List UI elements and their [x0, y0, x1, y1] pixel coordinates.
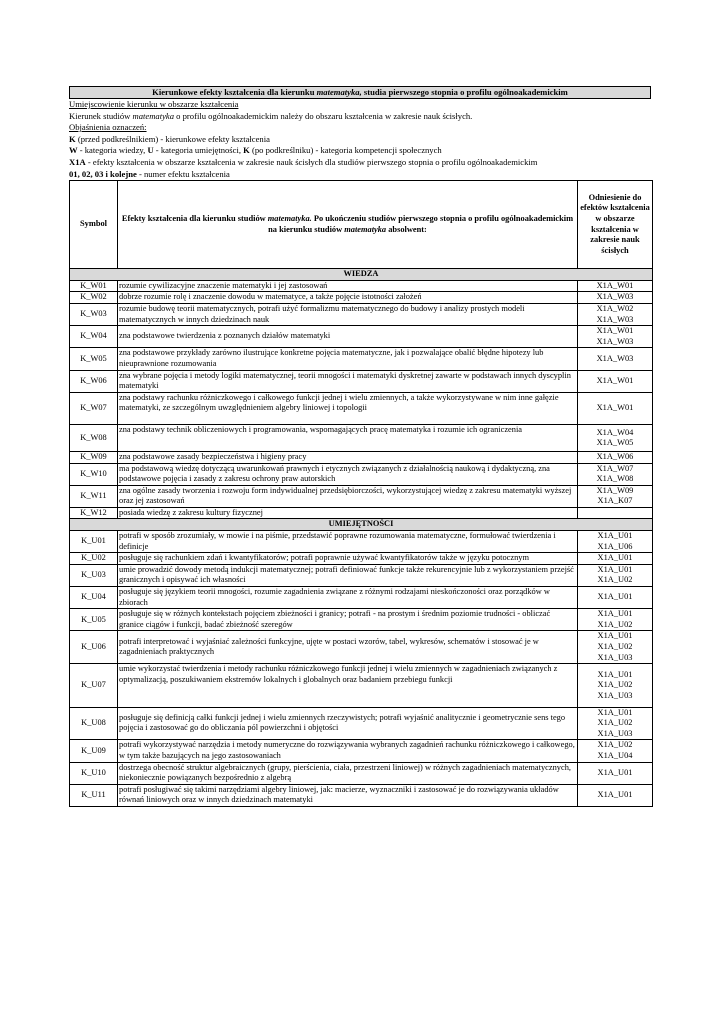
row-references	[578, 762, 653, 784]
row-symbol: K_W10	[70, 463, 118, 485]
row-description: posługuje się definicją całki funkcji jednej i wielu zmiennych rzeczywistych; potrafi wyjaśnić analitycznie i geometrycznie sens tego pojęcia i zastosować go do obliczania pól powierzchni i objętości	[118, 707, 578, 740]
row-symbol: K_U07	[70, 664, 118, 707]
row-symbol: K_U09	[70, 740, 118, 762]
row-references	[578, 370, 653, 392]
header-symbol: Symbol	[70, 181, 118, 269]
effects-table	[69, 180, 653, 807]
row-references	[578, 451, 653, 463]
row-description: posługuje się językiem teorii mnogości, rozumie zagadnienia związane z różnymi rodzajami nieskończoności oraz porządków w zbiorach	[118, 587, 578, 609]
section-header-row	[70, 519, 653, 531]
row-description: zna podstawowe zasady bezpieczeństwa i higieny pracy	[118, 451, 578, 463]
row-symbol: K_W01	[70, 280, 118, 292]
row-symbol: K_W09	[70, 451, 118, 463]
reference-code: X1A_U02	[597, 718, 633, 728]
table-row	[70, 531, 653, 553]
row-symbol: K_U01	[70, 531, 118, 553]
row-symbol: K_U03	[70, 564, 118, 586]
row-description: potrafi posługiwać się takimi narzędziami algebry liniowej, jak: macierze, wyznaczniki i zastosować je do rozwiązywania układów równań liniowych oraz w innych dziedzinach matematyki	[118, 784, 578, 806]
row-description: zna podstawy technik obliczeniowych i programowania, wspomagających pracę matematyka i rozumie ich ograniczenia	[118, 425, 578, 451]
reference-code: X1A_W01	[596, 375, 634, 385]
placement-heading: Umiejscowienie kierunku w obszarze kształcenia	[69, 99, 239, 109]
legend-numbers: 01, 02, 03 i kolejne - numer efektu kształcenia	[69, 168, 230, 179]
table-row	[70, 762, 653, 784]
reference-code: X1A_W09	[596, 485, 634, 495]
row-description: posiada wiedzę z zakresu kultury fizycznej	[118, 507, 578, 519]
reference-code: X1A_U02	[597, 642, 633, 652]
row-symbol: K_W12	[70, 507, 118, 519]
reference-code: X1A_W01	[596, 403, 634, 413]
table-row	[70, 463, 653, 485]
reference-code: X1A_K07	[597, 496, 633, 506]
row-symbol: K_W04	[70, 326, 118, 348]
legend-wuk: W - kategoria wiedzy, U - kategoria umiejętności, K (po podkreślniku) - kategoria kompetencji społecznych	[69, 145, 442, 156]
section-title: WIEDZA	[70, 269, 653, 281]
row-references	[578, 425, 653, 451]
reference-code: X1A_U02	[597, 575, 633, 585]
row-references	[578, 531, 653, 553]
reference-code: X1A_U01	[597, 553, 633, 563]
row-references	[578, 631, 653, 664]
row-references	[578, 326, 653, 348]
row-description: rozumie cywilizacyjne znaczenie matematyki i jej zastosowań	[118, 280, 578, 292]
title-prefix: Kierunkowe efekty kształcenia dla kierunku	[152, 87, 317, 97]
table-row	[70, 425, 653, 451]
row-symbol: K_U02	[70, 553, 118, 565]
reference-code: X1A_U01	[597, 790, 633, 800]
table-row	[70, 564, 653, 586]
reference-code: X1A_U04	[597, 750, 633, 760]
table-row	[70, 631, 653, 664]
row-references	[578, 280, 653, 292]
reference-code: X1A_U03	[597, 652, 633, 662]
table-row	[70, 609, 653, 631]
row-description: dobrze rozumie rolę i znaczenie dowodu w matematyce, a także pojęcie istotności założeń	[118, 292, 578, 304]
table-row	[70, 507, 653, 519]
reference-code: X1A_W05	[596, 438, 634, 448]
reference-code: X1A_W03	[596, 336, 634, 346]
row-symbol: K_W03	[70, 303, 118, 325]
document-page	[69, 86, 651, 807]
table-row	[70, 553, 653, 565]
reference-code: X1A_W03	[596, 314, 634, 324]
intro-section	[69, 99, 651, 180]
reference-code: X1A_W07	[596, 463, 634, 473]
reference-code: X1A_U01	[597, 767, 633, 777]
row-description: zna ogólne zasady tworzenia i rozwoju form indywidualnej przedsiębiorczości, wykorzystującej wiedzę z zakresu matematyki wyższej oraz jej zastosowań	[118, 485, 578, 507]
row-description: potrafi interpretować i wyjaśniać zależności funkcyjne, ujęte w postaci wzorów, tabel, wykresów, schematów i stosować je w zagadnieniach praktycznych	[118, 631, 578, 664]
document-title	[69, 86, 651, 99]
reference-code: X1A_W02	[596, 303, 634, 313]
row-description: zna podstawowe twierdzenia z poznanych działów matematyki	[118, 326, 578, 348]
row-description: umie wykorzystać twierdzenia i metody rachunku różniczkowego funkcji jednej i wielu zmiennych w zagadnieniach związanych z optymalizacją, poszukiwaniem ekstremów lokalnych i globalnych oraz badaniem przebiegu funkcji	[118, 664, 578, 707]
table-row	[70, 587, 653, 609]
reference-code: X1A_U01	[597, 609, 633, 619]
reference-code: X1A_U01	[597, 631, 633, 641]
row-symbol: K_U11	[70, 784, 118, 806]
table-row	[70, 707, 653, 740]
row-description: dostrzega obecność struktur algebraicznych (grupy, pierścienia, ciała, przestrzeni liniowej) w różnych zagadnieniach matematycznych, niekoniecznie powiązanych bezpośrednio z algebrą	[118, 762, 578, 784]
row-symbol: K_W08	[70, 425, 118, 451]
table-row	[70, 392, 653, 425]
row-description: rozumie budowę teorii matematycznych, potrafi użyć formalizmu matematycznego do budowy i analizy prostych modeli matematycznych w innych dziedzinach nauk	[118, 303, 578, 325]
title-suffix: studia pierwszego stopnia o profilu ogólnoakademickim	[361, 87, 568, 97]
section-title: UMIEJĘTNOŚCI	[70, 519, 653, 531]
reference-code: X1A_U02	[597, 619, 633, 629]
row-symbol: K_U08	[70, 707, 118, 740]
row-description: posługuje się w różnych kontekstach pojęciem zbieżności i granicy; potrafi - na prostym i średnim poziomie trudności - obliczać granice ciągów i funkcji, badać zbieżność szeregów	[118, 609, 578, 631]
table-row	[70, 451, 653, 463]
row-symbol: K_U10	[70, 762, 118, 784]
table-row	[70, 784, 653, 806]
row-references	[578, 348, 653, 370]
row-references	[578, 553, 653, 565]
table-row	[70, 326, 653, 348]
reference-code: X1A_W01	[596, 280, 634, 290]
reference-code: X1A_W01	[596, 326, 634, 336]
row-description: zna wybrane pojęcia i metody logiki matematycznej, teorii mnogości i matematyki dyskretnej zawarte w podstawach innych dyscyplin matematyki	[118, 370, 578, 392]
row-references	[578, 507, 653, 519]
reference-code: X1A_U03	[597, 690, 633, 700]
table-row	[70, 740, 653, 762]
row-symbol: K_U04	[70, 587, 118, 609]
table-row	[70, 485, 653, 507]
reference-code: X1A_U01	[597, 531, 633, 541]
reference-code: X1A_U02	[597, 680, 633, 690]
reference-code: X1A_W03	[596, 353, 634, 363]
placement-text: Kierunek studiów matematyka o profilu ogólnoakademickim należy do obszaru kształcenia w zakresie nauk ścisłych.	[69, 110, 473, 121]
legend-x1a: X1A - efekty kształcenia w obszarze kształcenia w zakresie nauk ścisłych dla studiów pierwszego stopnia o profilu ogólnoakademickim	[69, 156, 538, 167]
table-row	[70, 292, 653, 304]
row-description: potrafi wykorzystywać narzędzia i metody numeryczne do rozwiązywania wybranych zagadnień rachunku różniczkowego i całkowego, w tym także bazujących na jego zastosowaniach	[118, 740, 578, 762]
reference-code: X1A_W03	[596, 292, 634, 302]
reference-code: X1A_U01	[597, 564, 633, 574]
row-references	[578, 463, 653, 485]
row-references	[578, 784, 653, 806]
row-references	[578, 740, 653, 762]
row-description: ma podstawową wiedzę dotyczącą uwarunkowań prawnych i etycznych związanych z działalnością naukową i dydaktyczną, zna podstawowe pojęcia i zasady z zakresu ochrony praw autorskich	[118, 463, 578, 485]
row-description: umie prowadzić dowody metodą indukcji matematycznej; potrafi definiować funkcje także rekurencyjnie lub z wykorzystaniem przejść granicznych i opisywać ich własności	[118, 564, 578, 586]
table-row	[70, 664, 653, 707]
row-symbol: K_U06	[70, 631, 118, 664]
row-description: posługuje się rachunkiem zdań i kwantyfikatorów; potrafi poprawnie używać kwantyfikatorów także w języku potocznym	[118, 553, 578, 565]
reference-code: X1A_W04	[596, 427, 634, 437]
reference-code: X1A_U01	[597, 669, 633, 679]
row-symbol: K_W06	[70, 370, 118, 392]
row-references	[578, 609, 653, 631]
row-symbol: K_W07	[70, 392, 118, 425]
section-header-row	[70, 269, 653, 281]
row-symbol: K_W05	[70, 348, 118, 370]
row-references	[578, 707, 653, 740]
table-row	[70, 280, 653, 292]
table-row	[70, 348, 653, 370]
row-symbol: K_W11	[70, 485, 118, 507]
row-references	[578, 564, 653, 586]
header-effects: Efekty kształcenia dla kierunku studiów matematyka. Po ukończeniu studiów pierwszego stopnia o profilu ogólnoakademickim na kierunku studiów matematyka absolwent:	[118, 181, 578, 269]
reference-code: X1A_U02	[597, 740, 633, 750]
table-row	[70, 303, 653, 325]
row-description: zna podstawy rachunku różniczkowego i całkowego funkcji jednej i wielu zmiennych, a także wykorzystywane w nim inne gałęzie matematyki, ze szczególnym uwzględnieniem algebry liniowej i topologii	[118, 392, 578, 425]
reference-code: X1A_W06	[596, 451, 634, 461]
row-symbol: K_U05	[70, 609, 118, 631]
reference-code: X1A_U01	[597, 707, 633, 717]
title-italic: matematyka,	[316, 87, 362, 97]
row-references	[578, 664, 653, 707]
reference-code: X1A_U03	[597, 728, 633, 738]
row-description: zna podstawowe przykłady zarówno ilustrujące konkretne pojęcia matematyczne, jak i pozwalające obalić błędne hipotezy lub nieuprawnione rozumowania	[118, 348, 578, 370]
row-references	[578, 392, 653, 425]
row-references	[578, 587, 653, 609]
table-row	[70, 370, 653, 392]
row-references	[578, 485, 653, 507]
reference-code: X1A_W08	[596, 474, 634, 484]
reference-code	[579, 508, 651, 519]
reference-code: X1A_U01	[597, 592, 633, 602]
row-description: potrafi w sposób zrozumiały, w mowie i na piśmie, przedstawić poprawne rozumowania matematyczne, formułować twierdzenia i definicje	[118, 531, 578, 553]
reference-code: X1A_U06	[597, 541, 633, 551]
row-references	[578, 292, 653, 304]
table-header-row	[70, 181, 653, 269]
legend-heading: Objaśnienia oznaczeń:	[69, 122, 147, 133]
row-symbol: K_W02	[70, 292, 118, 304]
header-reference: Odniesienie do efektów kształcenia w obszarze kształcenia w zakresie nauk ścisłych	[578, 181, 653, 269]
row-references	[578, 303, 653, 325]
legend-k: K (przed podkreślnikiem) - kierunkowe efekty kształcenia	[69, 133, 270, 144]
